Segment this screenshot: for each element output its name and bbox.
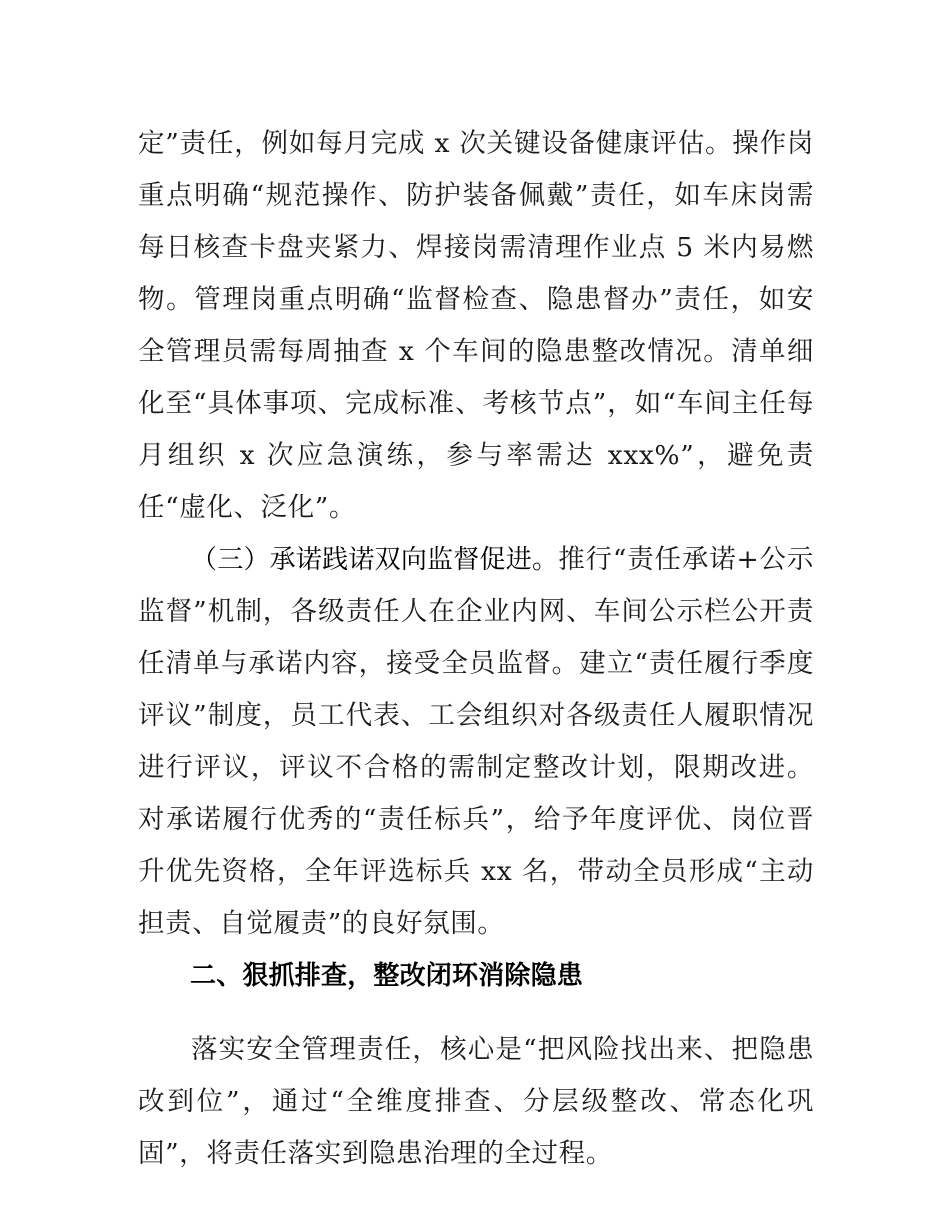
paragraph-commitment-supervision-body: 推行“责任承诺+公示监督”机制，各级责任人在企业内网、车间公示栏公开责任清单与承诺内容，接受全员监督。建立“责任履行季度评议”制度，员工代表、工会组织对各级责任人履职情况进行评议，评议不合格的需制定整改计划，限期改进。对承诺履行优秀的“责任标兵”，给予年度评优、岗位晋升优先资格，全年评选标兵 xx 名，带动全员形成“主动担责、自觉履责”的良好氛围。 [138,544,814,939]
paragraph-commitment-supervision [138,534,814,950]
section-heading-two: 二、狠抓排查，整改闭环消除隐患 [190,961,584,991]
paragraph-continuation-duty-list: 定”责任，例如每月完成 x 次关键设备健康评估。操作岗重点明确“规范操作、防护装备佩戴”责任，如车床岗需每日核查卡盘夹紧力、焊接岗需清理作业点 5 米内易燃物。管理岗重点明确“监督检查、隐患督办”责任，如安全管理员需每周抽查 x 个车间的隐患整改情况。清单细化至“具体事项、完成标准、考核节点”，如“车间主任每月组织 x 次应急演练，参与率需达 xxx%”，避免责任“虚化、泛化”。 [138,128,814,523]
runin-heading-three: （三）承诺践诺双向监督促进。 [191,545,559,575]
paragraph-hazard-governance: 落实安全管理责任，核心是“把风险找出来、把隐患改到位”，通过“全维度排查、分层级整改、常态化巩固”，将责任落实到隐患治理的全过程。 [138,1034,814,1169]
document-content [138,118,814,1180]
